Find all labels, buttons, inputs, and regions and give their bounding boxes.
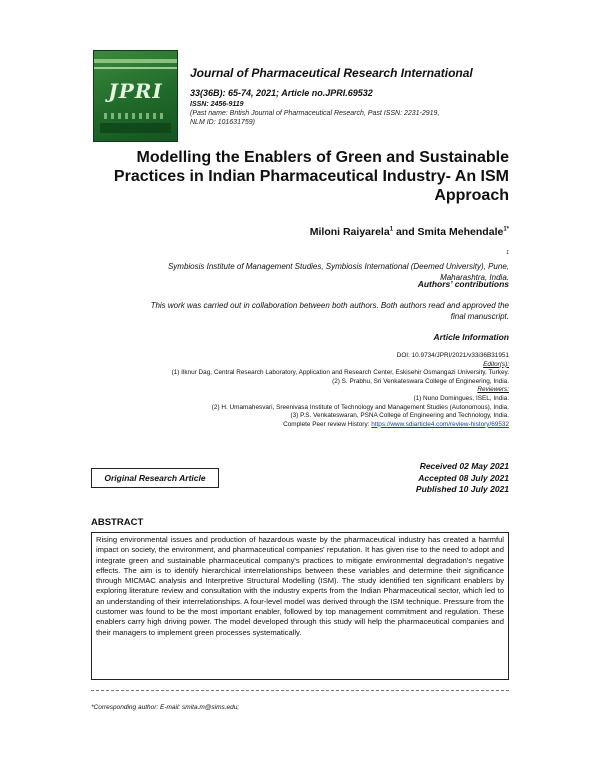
doi: DOI: 10.9734/JPRI/2021/v33i36B31951	[396, 352, 509, 359]
review-history-prefix: Complete Peer review History:	[283, 420, 372, 428]
published-date: Published 10 July 2021	[415, 484, 509, 494]
author-joiner: and	[393, 226, 418, 238]
past-name: (Past name: British Journal of Pharmaceutical Research, Past ISSN: 2231-2919,	[190, 110, 440, 117]
editors-label: Editor(s):	[483, 360, 509, 368]
received-date: Received 02 May 2021	[419, 461, 509, 471]
title-line: Modelling the Enablers of Green and Sustainable	[136, 149, 509, 166]
author-sup: 1*	[503, 226, 509, 233]
abstract-body: Rising environmental issues and production of hazardous waste by the pharmaceutical industry has created a harmful impact on society, the environment, and pharmaceutical companies' reputation. It has given rise to the need to adopt and integrate green and sustainable pharmaceutical company's practices to mitigate environmental degradation's negative effects. The aim is to identify hierarchical interrelationships between these variables and determine their significance through MICMAC analysis and Interpretive Structural Modelling (ISM). The study identified ten significant enablers by exploring literature review and consultation with the industry experts from the Indian Pharmaceutical sector, which led to an understanding of their interrelationships. A four-level model was derived through the ISM technique. Pressure from the customer was found to be the most important enabler, followed by top management commitment and regulation. These enablers carry high driving power. The model developed through this study will help the pharmaceutical companies and their managers to implement green processes systematically.	[91, 532, 509, 680]
reviewer-entry: (3) P.S. Venkateswaran, PSNA College of Engineering and Technology, India.	[290, 412, 509, 420]
reviewers-label: Reviewers:	[477, 386, 509, 394]
affiliation-line: Maharashtra, India.	[440, 272, 509, 282]
abstract-heading: ABSTRACT	[91, 517, 144, 528]
article-info-heading: Article Information	[433, 332, 509, 342]
article-type-badge: Original Research Article	[91, 468, 219, 488]
author-sup: 1	[389, 226, 394, 233]
contributions-line: This work was carried out in collaboration between both authors. Both authors read and approved the	[150, 301, 509, 310]
editor-entry: (2) S. Prabhu, Sri Venkateswara College of Engineering, India.	[332, 377, 509, 385]
editor-entry: (1) Ilknur Dag, Central Research Laboratory, Application and Research Center, Eskisehir Osmangazi University, Turkey.	[171, 369, 509, 377]
accepted-date: Accepted 08 July 2021	[418, 472, 509, 483]
affiliation	[79, 248, 509, 283]
journal-logo-mark: JPRI	[108, 79, 163, 103]
article-info	[49, 352, 509, 429]
affiliation-line: Symbiosis Institute of Management Studies, Symbiosis International (Deemed University), Pune,	[167, 261, 509, 271]
corresponding-author-footnote: *Corresponding author: E-mail: smita.m@sims.edu;	[91, 704, 240, 711]
title-line: Practices in Indian Pharmaceutical Industry- An ISM	[113, 168, 509, 185]
contributions-line: final manuscript.	[450, 312, 509, 321]
footnote-divider	[91, 690, 509, 691]
paper-title	[89, 148, 509, 205]
author-list	[310, 226, 509, 238]
volume-line: 33(36B): 65-74, 2021; Article no.JPRI.69532	[190, 88, 373, 98]
review-history	[49, 421, 509, 430]
reviewer-entry: (2) H. Umamahesvari, Sreenivasa Institute of Technology and Management Studies (Autonomous), India.	[211, 403, 509, 411]
review-history-link[interactable]: https://www.sdiarticle4.com/review-history/69532	[371, 420, 509, 428]
contributions-text	[79, 300, 509, 322]
nlm-id: NLM ID: 101631759)	[190, 119, 255, 126]
journal-name: Journal of Pharmaceutical Research International	[190, 66, 473, 80]
journal-cover-logo	[93, 50, 178, 142]
issn: ISSN: 2456-9119	[190, 101, 244, 108]
author-name: Smita Mehendale	[417, 226, 504, 238]
reviewer-entry: (1) Nuno Domingues, ISEL, India.	[413, 394, 509, 402]
contributions-heading: Authors’ contributions	[417, 279, 509, 289]
author-name: Miloni Raiyarela	[309, 226, 390, 238]
affiliation-sup: 1	[506, 250, 509, 256]
title-line: Approach	[434, 187, 509, 204]
article-dates	[416, 461, 509, 496]
